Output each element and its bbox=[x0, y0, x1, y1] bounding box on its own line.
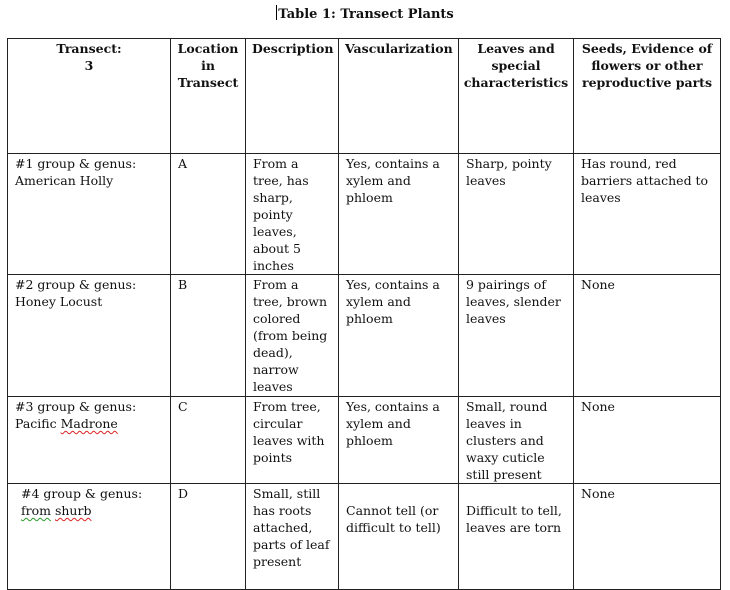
leaves-cell: Small, round leaves in clusters and waxy cuticle still present bbox=[459, 397, 574, 484]
header-vascularization: Vascularization bbox=[339, 39, 459, 154]
seeds-cell: None bbox=[574, 397, 721, 484]
spellcheck-flagged-word[interactable]: shurb bbox=[54, 503, 92, 518]
table-title bbox=[0, 5, 730, 23]
leaves-cell: Sharp, pointy leaves bbox=[459, 154, 574, 275]
grammar-flagged-word[interactable]: from bbox=[21, 503, 51, 518]
location-cell: A bbox=[171, 154, 246, 275]
spellcheck-flagged-word[interactable]: Madrone bbox=[60, 416, 118, 431]
header-description: Description bbox=[246, 39, 339, 154]
header-row bbox=[8, 39, 721, 154]
group-cell: #4 group & genus: from shurb bbox=[8, 484, 171, 590]
table-row bbox=[8, 397, 721, 484]
transect-plants-table bbox=[7, 38, 721, 590]
seeds-cell: Has round, red barriers attached to leaves bbox=[574, 154, 721, 275]
header-transect: Transect: 3 bbox=[8, 39, 171, 154]
leaves-cell: Difficult to tell, leaves are torn bbox=[459, 484, 574, 590]
description-cell: From a tree, has sharp, pointy leaves, about 5 inches bbox=[246, 154, 339, 275]
table-row bbox=[8, 154, 721, 275]
table-title-text: Table 1: Transect Plants bbox=[278, 7, 454, 22]
leaves-cell: 9 pairings of leaves, slender leaves bbox=[459, 275, 574, 397]
table-row bbox=[8, 484, 721, 590]
location-cell: B bbox=[171, 275, 246, 397]
location-cell: C bbox=[171, 397, 246, 484]
group-cell: #3 group & genus: Pacific Madrone bbox=[8, 397, 171, 484]
header-location: Location in Transect bbox=[171, 39, 246, 154]
vascularization-cell: Yes, contains a xylem and phloem bbox=[339, 275, 459, 397]
location-cell: D bbox=[171, 484, 246, 590]
group-cell: #2 group & genus: Honey Locust bbox=[8, 275, 171, 397]
vascularization-cell: Cannot tell (or difficult to tell) bbox=[339, 484, 459, 590]
seeds-cell: None bbox=[574, 484, 721, 590]
vascularization-cell: Yes, contains a xylem and phloem bbox=[339, 397, 459, 484]
description-cell: From a tree, brown colored (from being dead), narrow leaves bbox=[246, 275, 339, 397]
vascularization-cell: Yes, contains a xylem and phloem bbox=[339, 154, 459, 275]
description-cell: Small, still has roots attached, parts of leaf present bbox=[246, 484, 339, 590]
header-seeds: Seeds, Evidence of flowers or other reproductive parts bbox=[574, 39, 721, 154]
description-cell: From tree, circular leaves with points bbox=[246, 397, 339, 484]
table-row bbox=[8, 275, 721, 397]
group-cell: #1 group & genus: American Holly bbox=[8, 154, 171, 275]
seeds-cell: None bbox=[574, 275, 721, 397]
header-leaves: Leaves and special characteristics bbox=[459, 39, 574, 154]
